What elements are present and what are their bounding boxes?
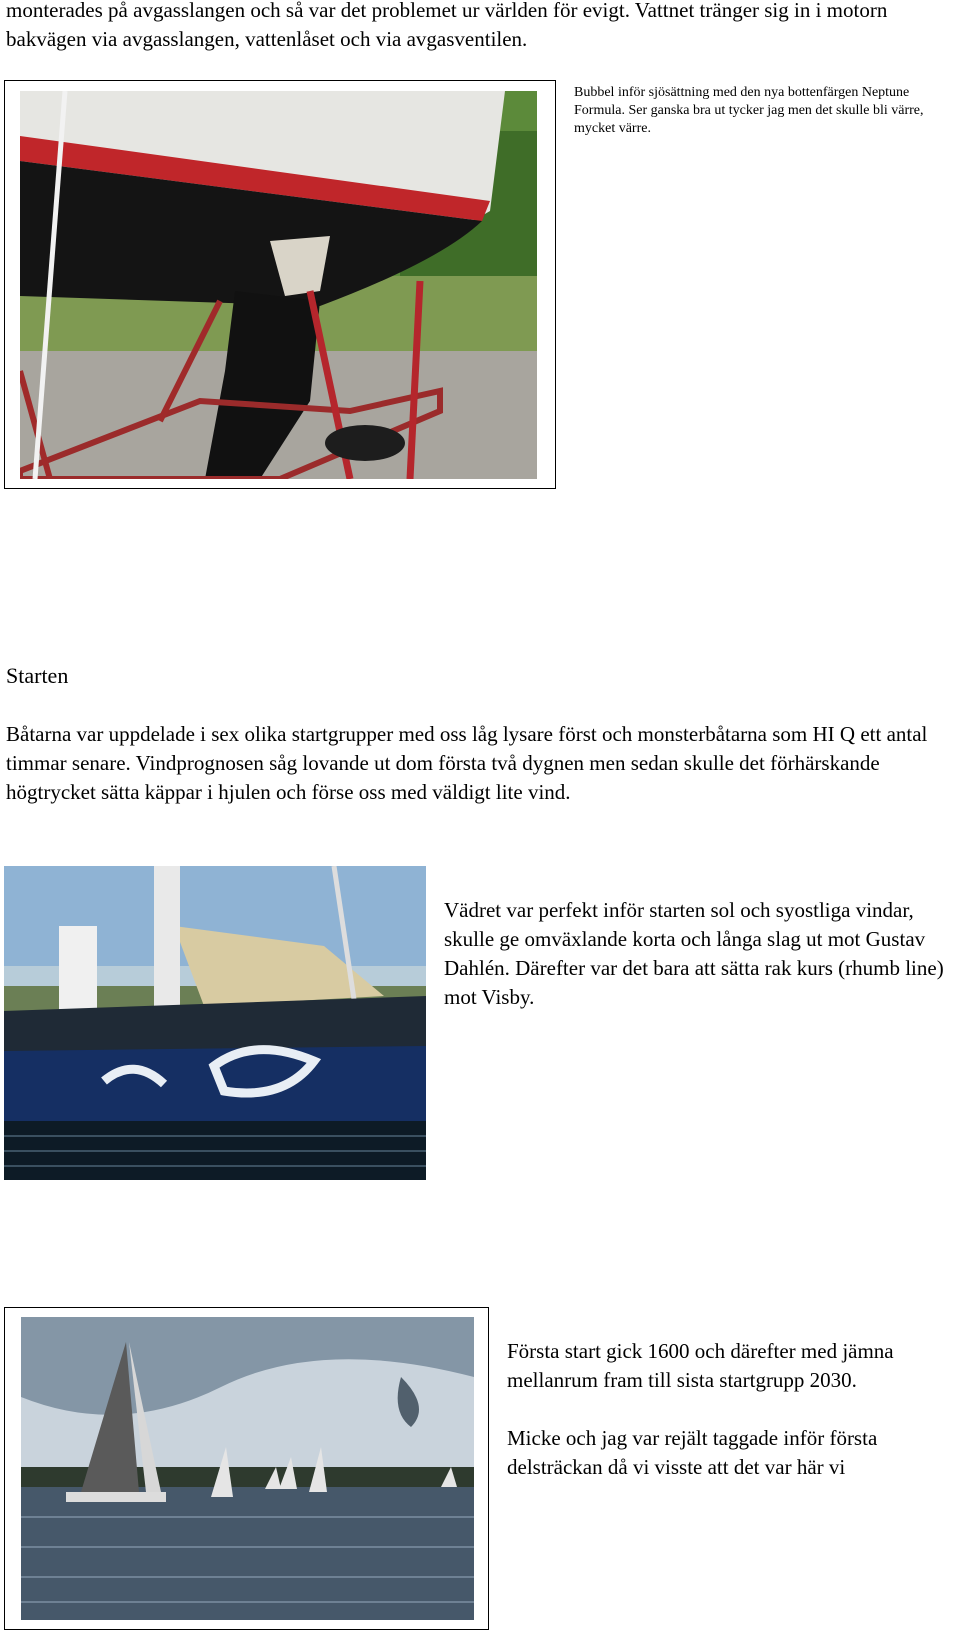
- caption-start-2: Micke och jag var rejält taggade inför första delsträckan då vi visste att det var här vi: [507, 1426, 878, 1479]
- start-fleet-photo-frame: [4, 1307, 489, 1630]
- caption-weather: Vädret var perfekt inför starten sol och syostliga vindar, skulle ge omväxlande korta och långa slag ut mot Gustav Dahlén. Därefter var det bara att sätta rak kurs (rhumb line) mot Visby.: [444, 898, 944, 1009]
- boat-hull-photo-frame: [4, 80, 556, 489]
- caption-start-1: Första start gick 1600 och därefter med jämna mellanrum fram till sista startgrupp 2030.: [507, 1339, 894, 1392]
- section-heading: Starten: [6, 663, 69, 688]
- caption-bubbel: Bubbel inför sjösättning med den nya bottenfärgen Neptune Formula. Ser ganska bra ut tycker jag men det skulle bli värre, mycket värre.: [574, 85, 924, 136]
- boat-hull-photo: [20, 91, 537, 479]
- start-fleet-photo: [21, 1317, 474, 1620]
- hiq-boat-photo: [4, 866, 426, 1180]
- section-paragraph: Båtarna var uppdelade i sex olika startgrupper med oss låg lysare först och monsterbåtarna som HI Q ett antal timmar senare. Vindprognosen såg lovande ut dom första två dygnen men sedan skulle det förhärskande högtrycket sätta käppar i hjulen och förse oss med väldigt lite vind.: [6, 722, 928, 804]
- intro-paragraph: monterades på avgasslangen och så var det problemet ur världen för evigt. Vattnet tränger sig in i motorn bakvägen via avgasslangen, vattenlåset och via avgasventilen.: [6, 0, 888, 51]
